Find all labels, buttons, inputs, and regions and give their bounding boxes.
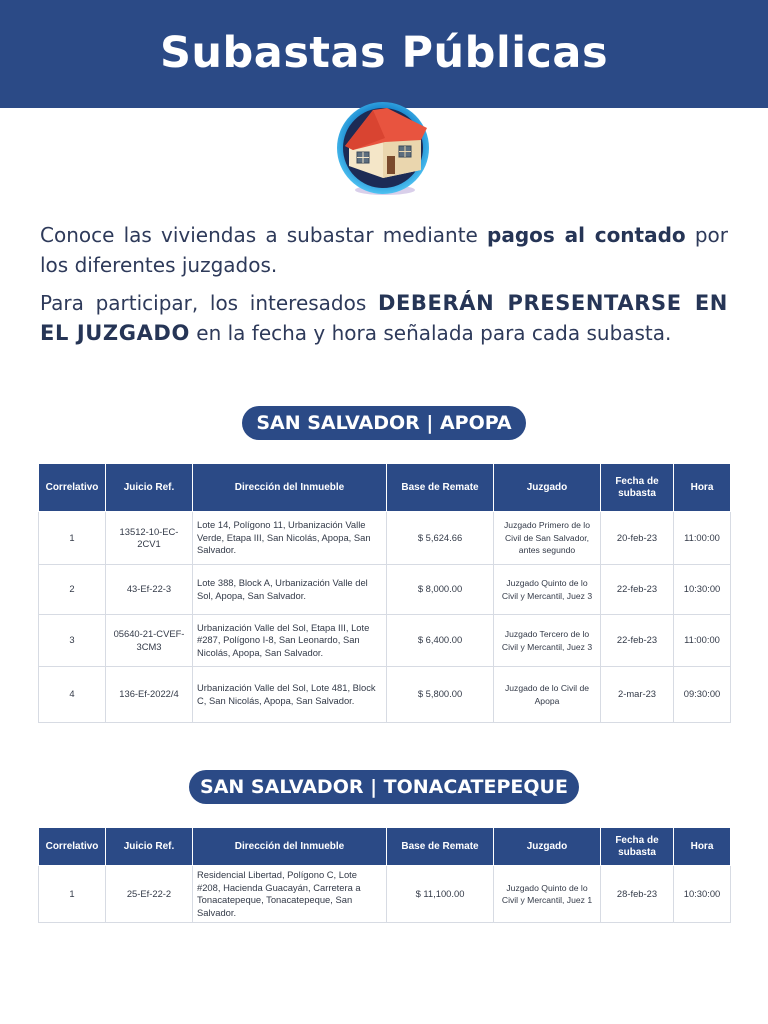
cell-direccion: Residencial Libertad, Polígono C, Lote #208, Hacienda Guacayán, Carretera a Tonacatepeque, Tonacatepeque, San Salvador. (193, 866, 387, 923)
cell-base: $ 5,800.00 (387, 667, 494, 723)
cell-fecha: 28-feb-23 (601, 866, 674, 923)
intro-text: por los diferentes juzgados. (40, 223, 728, 277)
cell-fecha: 22-feb-23 (601, 615, 674, 667)
column-header: Dirección del Inmueble (193, 828, 387, 866)
cell-base: $ 8,000.00 (387, 565, 494, 615)
cell-direccion: Lote 388, Block A, Urbanización Valle del Sol, Apopa, San Salvador. (193, 565, 387, 615)
column-header: Correlativo (39, 464, 106, 512)
table-header-row (39, 828, 731, 866)
column-header: Base de Remate (387, 828, 494, 866)
table-header-row (39, 464, 731, 512)
auction-table-tonacatepeque (38, 827, 731, 923)
column-header: Juzgado (494, 464, 601, 512)
column-header: Juicio Ref. (106, 828, 193, 866)
table-row (39, 615, 731, 667)
auction-table-apopa (38, 463, 731, 723)
cell-base: $ 11,100.00 (387, 866, 494, 923)
cell-juzgado: Juzgado Tercero de lo Civil y Mercantil, Juez 3 (494, 615, 601, 667)
intro-text: Para participar, los interesados (40, 291, 378, 315)
cell-juicio: 136-Ef-2022/4 (106, 667, 193, 723)
intro-text: en la fecha y hora señalada para cada subasta. (189, 321, 672, 345)
table-row (39, 565, 731, 615)
cell-correlativo: 2 (39, 565, 106, 615)
column-header: Dirección del Inmueble (193, 464, 387, 512)
column-header: Fecha de subasta (601, 464, 674, 512)
column-header: Base de Remate (387, 464, 494, 512)
cell-fecha: 22-feb-23 (601, 565, 674, 615)
table-row (39, 866, 731, 923)
intro-emphasis: pagos al contado (487, 223, 686, 247)
cell-base: $ 6,400.00 (387, 615, 494, 667)
section-title-tonacatepeque: SAN SALVADOR | TONACATEPEQUE (189, 770, 579, 804)
cell-juzgado: Juzgado Quinto de lo Civil y Mercantil, Juez 3 (494, 565, 601, 615)
cell-correlativo: 4 (39, 667, 106, 723)
column-header: Hora (674, 464, 731, 512)
cell-direccion: Urbanización Valle del Sol, Etapa III, Lote #287, Polígono I-8, San Leonardo, San Nicolás, Apopa, San Salvador. (193, 615, 387, 667)
cell-correlativo: 1 (39, 866, 106, 923)
section-title-apopa: SAN SALVADOR | APOPA (242, 406, 526, 440)
intro-emphasis: DEBERÁN PRESENTARSE EN EL JUZGADO (40, 291, 728, 345)
intro-paragraph-1 (40, 220, 728, 280)
cell-hora: 10:30:00 (674, 565, 731, 615)
cell-juicio: 13512-10-EC-2CV1 (106, 512, 193, 565)
table-row (39, 512, 731, 565)
cell-direccion: Urbanización Valle del Sol, Lote 481, Block C, San Nicolás, Apopa, San Salvador. (193, 667, 387, 723)
cell-juicio: 05640-21-CVEF-3CM3 (106, 615, 193, 667)
cell-direccion: Lote 14, Polígono 11, Urbanización Valle Verde, Etapa III, San Nicolás, Apopa, San Salvador. (193, 512, 387, 565)
table-row (39, 667, 731, 723)
column-header: Hora (674, 828, 731, 866)
intro-paragraph-2 (40, 288, 728, 348)
cell-juicio: 43-Ef-22-3 (106, 565, 193, 615)
column-header: Juzgado (494, 828, 601, 866)
cell-correlativo: 3 (39, 615, 106, 667)
intro-text: Conoce las viviendas a subastar mediante (40, 223, 488, 247)
column-header: Juicio Ref. (106, 464, 193, 512)
cell-juzgado: Juzgado Primero de lo Civil de San Salvador, antes segundo (494, 512, 601, 565)
cell-juicio: 25-Ef-22-2 (106, 866, 193, 923)
cell-fecha: 20-feb-23 (601, 512, 674, 565)
cell-hora: 11:00:00 (674, 512, 731, 565)
column-header: Fecha de subasta (601, 828, 674, 866)
house-icon (333, 98, 433, 198)
cell-base: $ 5,624.66 (387, 512, 494, 565)
cell-juzgado: Juzgado Quinto de lo Civil y Mercantil, Juez 1 (494, 866, 601, 923)
page-title: Subastas Públicas (159, 28, 609, 78)
column-header: Correlativo (39, 828, 106, 866)
cell-hora: 09:30:00 (674, 667, 731, 723)
cell-fecha: 2-mar-23 (601, 667, 674, 723)
cell-correlativo: 1 (39, 512, 106, 565)
cell-juzgado: Juzgado de lo Civil de Apopa (494, 667, 601, 723)
cell-hora: 11:00:00 (674, 615, 731, 667)
cell-hora: 10:30:00 (674, 866, 731, 923)
